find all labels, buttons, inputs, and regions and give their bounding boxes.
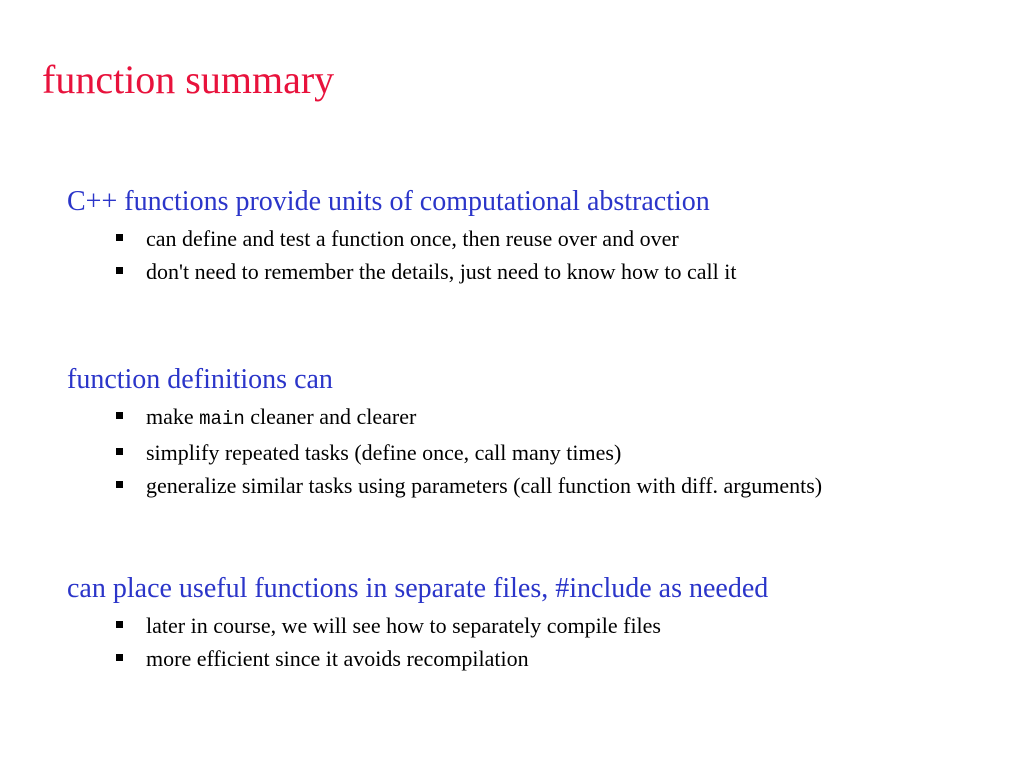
section-separate-files [67,572,1007,675]
bullet-text: simplify repeated tasks (define once, call many times) [146,440,622,465]
bullet-text: generalize similar tasks using parameters (call function with diff. arguments) [146,473,823,498]
slide-title: function summary [42,57,335,102]
bullet-text: can define and test a function once, then reuse over and over [146,226,679,251]
bullet-item [116,400,1007,436]
section-heading: can place useful functions in separate files, #include as needed [67,573,769,604]
bullet-text: later in course, we will see how to separately compile files [146,613,661,638]
bullet-item [116,642,1007,675]
square-bullet-icon [116,654,123,661]
bullet-text: don't need to remember the details, just need to know how to call it [146,259,737,284]
section-heading: C++ functions provide units of computational abstraction [67,186,710,217]
code-main: main [199,408,245,430]
bullet-text: more efficient since it avoids recompilation [146,646,529,671]
square-bullet-icon [116,481,123,488]
square-bullet-icon [116,412,123,419]
square-bullet-icon [116,448,123,455]
bullet-item [116,469,1007,502]
bullet-item [116,222,1007,255]
bullet-list [67,400,1007,502]
square-bullet-icon [116,621,123,628]
section-function-definitions [67,363,1007,502]
bullet-text-post: cleaner and clearer [244,404,417,429]
bullet-list [67,609,1007,675]
section-heading: function definitions can [67,364,333,395]
square-bullet-icon [116,267,123,274]
bullet-list [67,222,1007,288]
bullet-item [116,255,1007,288]
square-bullet-icon [116,234,123,241]
bullet-item [116,609,1007,642]
section-functions-abstraction [67,185,1007,288]
bullet-item [116,436,1007,469]
bullet-text-pre: make [146,404,200,429]
